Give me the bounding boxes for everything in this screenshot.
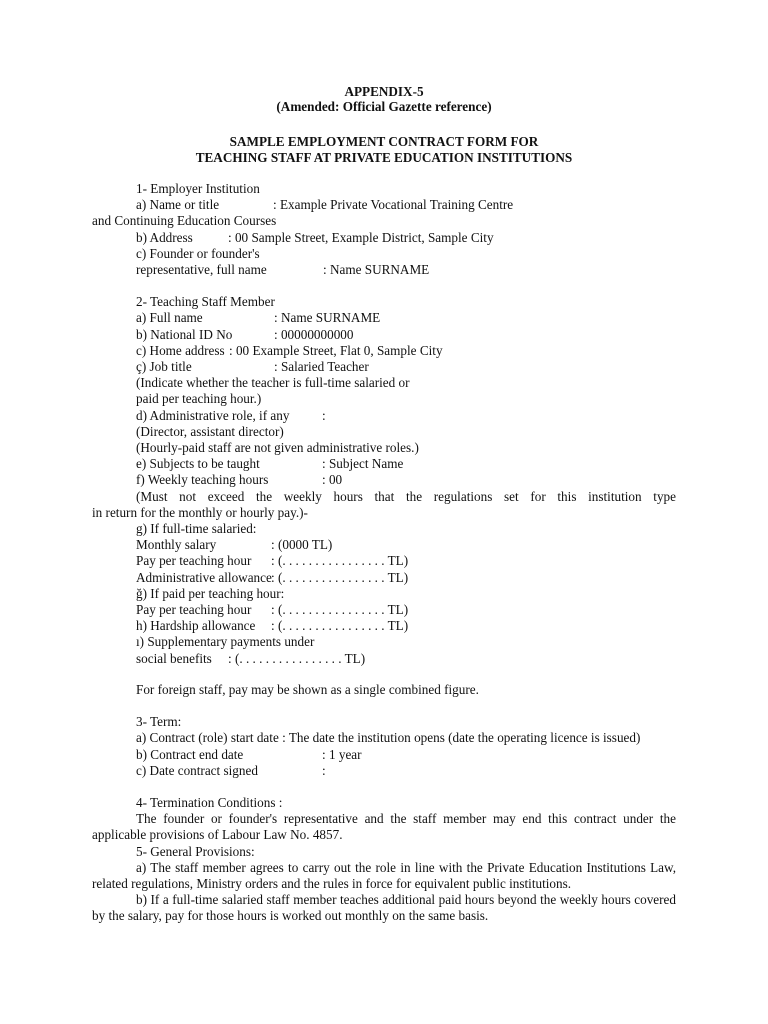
employer-name-row	[92, 197, 676, 213]
subheading: g) If full-time salaried:	[136, 521, 257, 537]
general-section	[92, 844, 676, 925]
field-label: ç) Job title	[136, 359, 192, 375]
field-label: b) National ID No	[136, 326, 233, 342]
field-value: : (. . . . . . . . . . . . . . . . TL)	[271, 618, 409, 634]
field-value: : 00000000000	[274, 326, 354, 342]
note: (Must not exceed the weekly hours that the regulations set for this institution type	[136, 488, 676, 504]
form-title-line-2: TEACHING STAFF AT PRIVATE EDUCATION INSTITUTIONS	[195, 149, 573, 165]
field-value: : 00 Example Street, Flat 0, Sample City	[229, 342, 443, 358]
field-label: representative, full name	[136, 262, 267, 278]
field-label: Pay per teaching hour	[136, 553, 252, 569]
termination-clause: The founder or founder's representative and the staff member may end this contract under the applicable provisions of Labour Law No. 4857.	[92, 811, 676, 843]
employer-founder-row	[92, 262, 676, 278]
subheading: ğ) If paid per teaching hour:	[136, 585, 285, 601]
field-value: : 00 Sample Street, Example District, Sample City	[228, 229, 494, 245]
signing-date-row	[92, 763, 676, 779]
note: (Indicate whether the teacher is full-time salaried or	[136, 375, 410, 391]
field-label: a) Full name	[136, 310, 203, 326]
field-value: : (. . . . . . . . . . . . . . . . TL)	[271, 602, 409, 618]
staff-admin-row	[92, 408, 676, 424]
end-date-row	[92, 747, 676, 763]
field-label: e) Subjects to be taught	[136, 456, 260, 472]
hourly-pay-row	[92, 553, 676, 569]
staff-subjects-row	[92, 456, 676, 472]
field-label: f) Weekly teaching hours	[136, 472, 269, 488]
employer-section	[92, 181, 676, 278]
note: paid per teaching hour.)	[136, 391, 262, 407]
section-heading: 4- Termination Conditions :	[136, 794, 283, 810]
field-value: : (. . . . . . . . . . . . . . . . TL)	[271, 569, 409, 585]
field-value: : (0000 TL)	[271, 537, 333, 553]
field-label: a) Name or title	[136, 197, 220, 213]
field-value: :	[322, 762, 326, 778]
field-label: h) Hardship allowance	[136, 618, 256, 634]
supplementary-pay-row	[92, 651, 676, 667]
foreign-staff-note: For foreign staff, pay may be shown as a single combined figure.	[136, 681, 479, 697]
field-label: Pay per teaching hour	[136, 602, 252, 618]
field-value: : Example Private Vocational Training Centre	[273, 197, 514, 213]
section-heading: 2- Teaching Staff Member	[136, 294, 275, 310]
section-heading: 3- Term:	[136, 714, 182, 730]
staff-title-row	[92, 359, 676, 375]
field-value: : 00	[322, 472, 343, 488]
termination-section	[92, 795, 676, 844]
employer-name-continuation: and Continuing Education Courses	[92, 213, 277, 229]
field-label: b) Address	[136, 229, 193, 245]
field-label: c) Home address	[136, 342, 225, 358]
field-label: b) Contract end date	[136, 746, 244, 762]
field-value: : 1 year	[322, 746, 362, 762]
field-label: c) Date contract signed	[136, 762, 258, 778]
general-clause-a: a) The staff member agrees to carry out the role in line with the Private Education Institutions Law, related regulations, Ministry orders and the rules in force for equivalent public institutions.	[92, 859, 676, 891]
staff-hours-row	[92, 472, 676, 488]
field-label: social benefits	[136, 650, 212, 666]
admin-allowance-row	[92, 570, 676, 586]
general-clause-b: b) If a full-time salaried staff member teaches additional paid hours beyond the weekly hours covered by the salary, pay for those hours is worked out monthly on the same basis.	[92, 892, 676, 924]
staff-id-row	[92, 327, 676, 343]
annex-label: APPENDIX-5	[344, 84, 424, 99]
field-label: c) Founder or founder's	[136, 245, 260, 261]
section-heading: 5- General Provisions:	[136, 843, 255, 859]
note: (Hourly-paid staff are not given administrative roles.)	[136, 440, 419, 456]
field-value: : Salaried Teacher	[274, 359, 369, 375]
section-heading: 1- Employer Institution	[136, 181, 260, 196]
salary-row	[92, 537, 676, 553]
field-value: : (. . . . . . . . . . . . . . . . TL)	[228, 650, 366, 666]
staff-section	[92, 294, 676, 698]
employer-address-row	[92, 230, 676, 246]
field-value: :	[322, 407, 326, 423]
form-title-line-1: SAMPLE EMPLOYMENT CONTRACT FORM FOR	[229, 134, 539, 149]
field-label: Monthly salary	[136, 537, 217, 553]
hardship-allowance-row	[92, 618, 676, 634]
field-value: : Subject Name	[322, 456, 404, 472]
amendment-reference: (Amended: Official Gazette reference)	[276, 99, 492, 114]
staff-address-row	[92, 343, 676, 359]
field-value: : (. . . . . . . . . . . . . . . . TL)	[271, 553, 409, 569]
start-date-clause: a) Contract (role) start date : The date the institution opens (date the operating licence is issued)	[136, 730, 641, 746]
note: in return for the monthly or hourly pay.)-	[92, 504, 308, 520]
note: (Director, assistant director)	[136, 423, 284, 439]
field-label: ı) Supplementary payments under	[136, 634, 315, 650]
term-section	[92, 714, 676, 779]
field-value: : Name SURNAME	[323, 262, 430, 278]
hourly-pay-row-2	[92, 602, 676, 618]
field-label: d) Administrative role, if any	[136, 407, 290, 423]
field-label: Administrative allowance	[136, 569, 272, 585]
field-value: : Name SURNAME	[274, 310, 381, 326]
staff-name-row	[92, 310, 676, 326]
